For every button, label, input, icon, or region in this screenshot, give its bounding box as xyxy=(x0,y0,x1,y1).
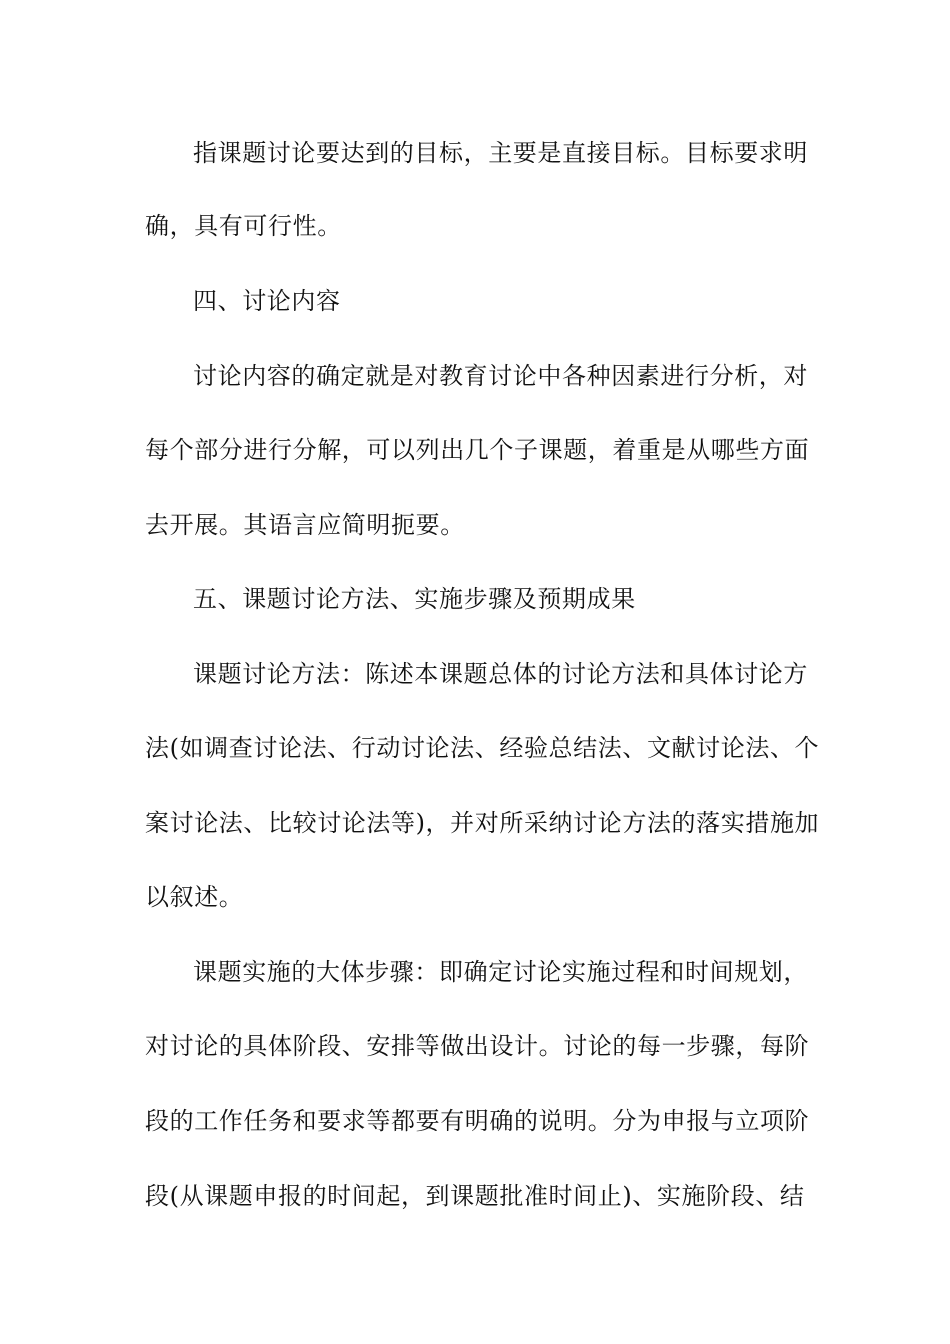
paragraph-line: 课题讨论方法：陈述本课题总体的讨论方法和具体讨论方 xyxy=(193,660,808,688)
section-heading: 五、课题讨论方法、实施步骤及预期成果 xyxy=(193,585,636,613)
paragraph-line: 段(从课题申报的时间起，到课题批准时间止)、实施阶段、结 xyxy=(145,1182,805,1210)
paragraph-line: 以叙述。 xyxy=(145,883,244,911)
paragraph-line: 讨论内容的确定就是对教育讨论中各种因素进行分析，对 xyxy=(193,362,808,390)
paragraph-line: 案讨论法、比较讨论法等)，并对所采纳讨论方法的落实措施加 xyxy=(145,809,820,837)
paragraph-line: 去开展。其语言应简明扼要。 xyxy=(145,511,465,539)
paragraph-line: 课题实施的大体步骤：即确定讨论实施过程和时间规划， xyxy=(193,958,808,986)
section-heading: 四、讨论内容 xyxy=(193,287,341,315)
paragraph-line: 法(如调查讨论法、行动讨论法、经验总结法、文献讨论法、个 xyxy=(145,734,820,762)
paragraph-line: 指课题讨论要达到的目标，主要是直接目标。目标要求明 xyxy=(193,139,808,167)
paragraph-line: 段的工作任务和要求等都要有明确的说明。分为申报与立项阶 xyxy=(145,1107,810,1135)
paragraph-line: 对讨论的具体阶段、安排等做出设计。讨论的每一步骤，每阶 xyxy=(145,1032,810,1060)
paragraph-line: 确，具有可行性。 xyxy=(145,212,342,240)
paragraph-line: 每个部分进行分解，可以列出几个子课题，着重是从哪些方面 xyxy=(145,436,810,464)
